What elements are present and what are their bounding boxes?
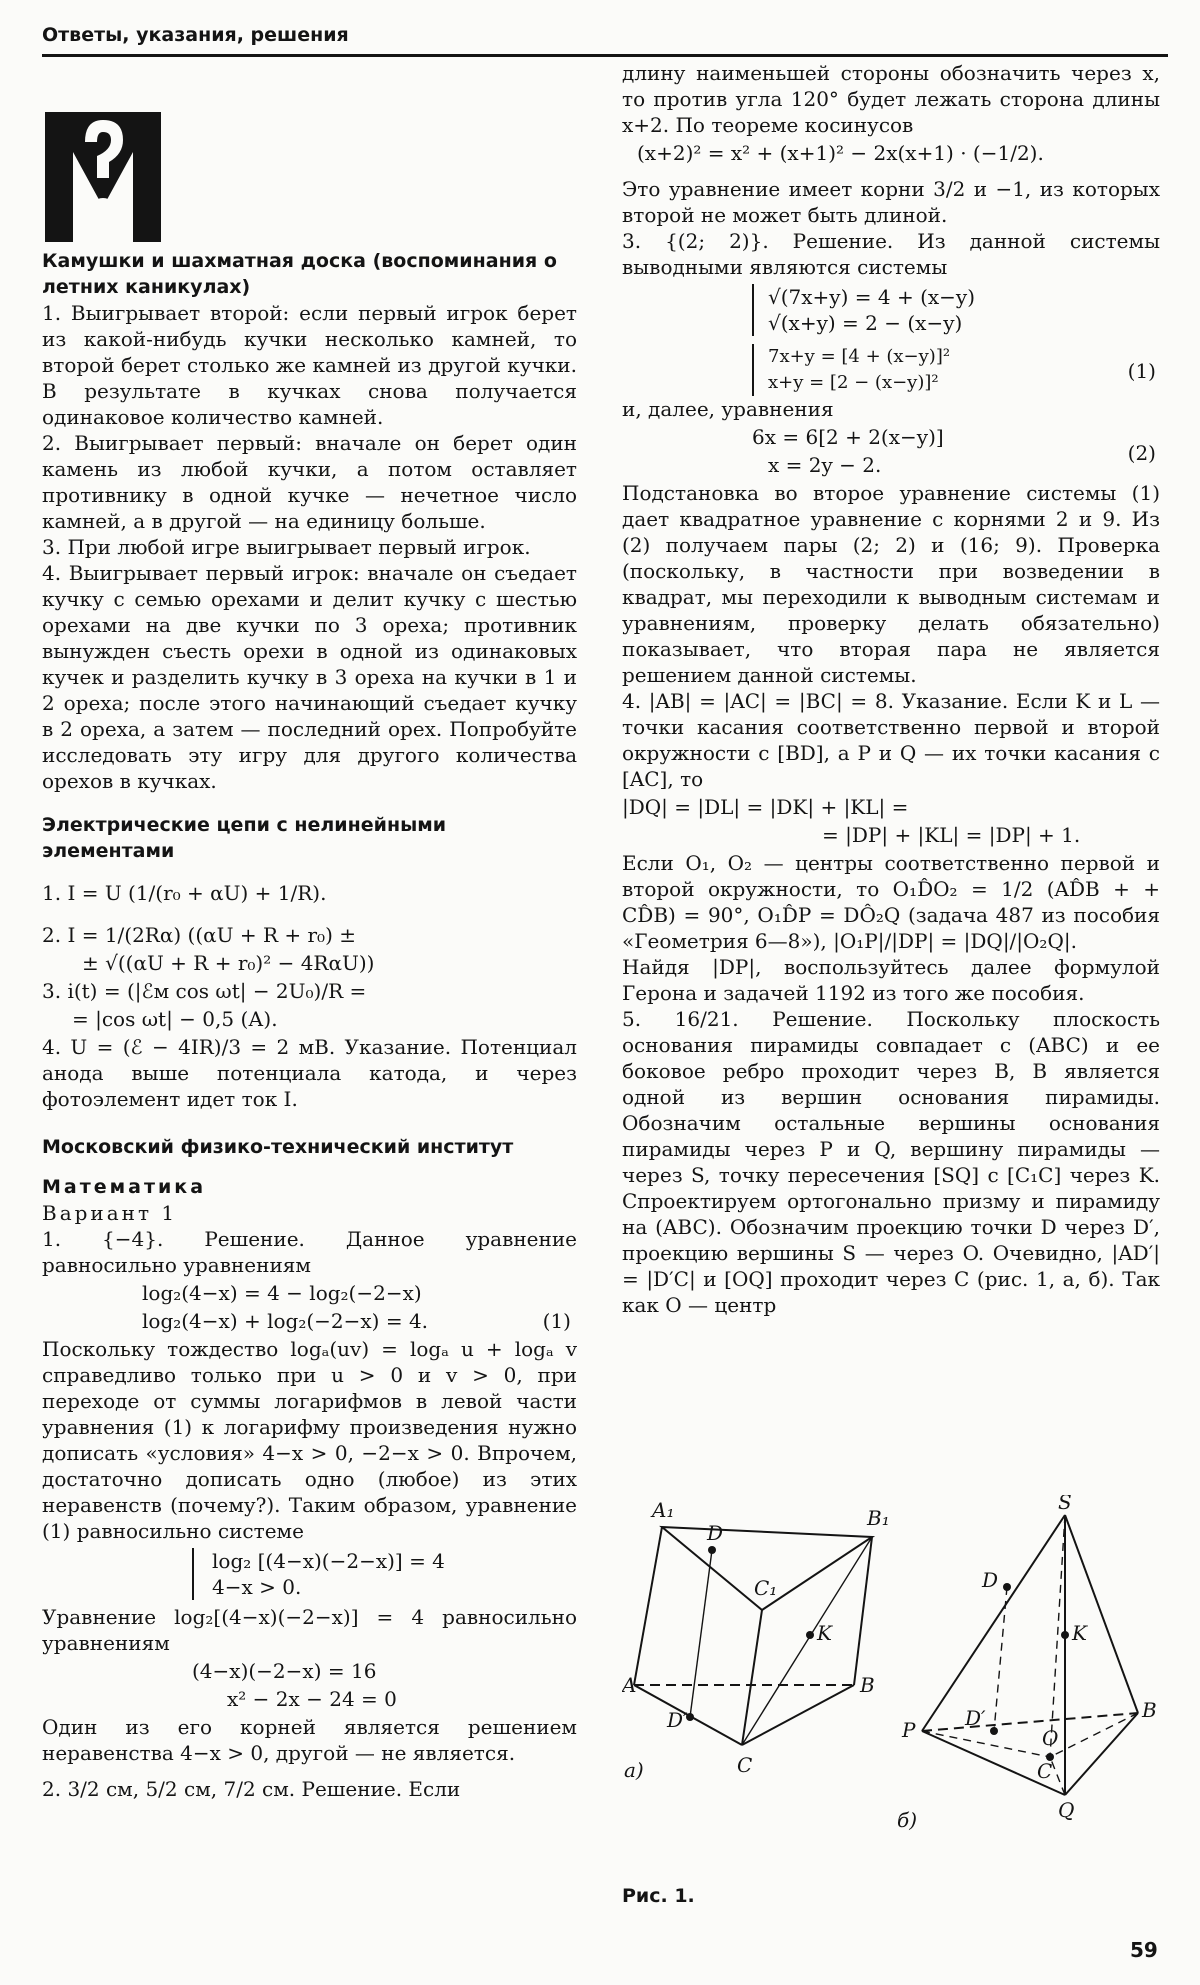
answer-paragraph: и, далее, уравнения <box>622 397 834 421</box>
equation-number: (2) <box>1127 441 1156 465</box>
answer-paragraph: Поскольку тождество logₐ(uv) = logₐ u + logₐ v справедливо только при u > 0 и v > 0, при переходе от суммы логарифмов в левой части уравнения (1) к логарифму произведения нужно дописать «условия» 4−x > 0, −2−x > 0. Впрочем, достаточно дописать одно (любое) из этих неравенств (почему?). Таким образом, уравнение (1) равносильно системе <box>42 1337 577 1543</box>
label-a1: A₁ <box>652 1498 675 1522</box>
label-k: K <box>817 1621 832 1645</box>
formula-line: x² − 2x − 24 = 0 <box>227 1687 397 1711</box>
label-a: A <box>622 1673 637 1697</box>
point-marker <box>1061 1631 1069 1639</box>
formula-line: 4−x > 0. <box>212 1575 302 1599</box>
formula-line: √(7x+y) = 4 + (x−y) <box>768 285 976 309</box>
prism-edge <box>742 1685 854 1745</box>
formula-line: x+y = [2 − (x−y)]² <box>768 372 939 393</box>
equation-block <box>622 424 1160 478</box>
section-title-circuits: Электрические цепи с нелинейными элементами <box>42 814 447 862</box>
answer-paragraph: 1. {−4}. Решение. Данное уравнение равносильно уравнениям <box>42 1227 577 1277</box>
page-number: 59 <box>1130 1938 1158 1962</box>
running-header: Ответы, указания, решения <box>42 24 349 46</box>
formula-line: 7x+y = [4 + (x−y)]² <box>768 346 951 367</box>
point-marker <box>990 1727 998 1735</box>
formula-line: = |cos ωt| − 0,5 (А). <box>72 1007 278 1031</box>
label-d: D <box>982 1568 999 1592</box>
subfigure-label-a: а) <box>624 1758 644 1782</box>
formula-line: √(x+y) = 2 − (x−y) <box>768 311 963 335</box>
label-p: P <box>902 1718 916 1742</box>
formula-line: 6x = 6[2 + 2(x−y)] <box>752 425 944 449</box>
answer-paragraph: Это уравнение имеет корни 3/2 и −1, из которых второй не может быть длиной. <box>622 177 1160 227</box>
figure-caption: Рис. 1. <box>622 1885 695 1907</box>
right-column <box>622 60 1160 1318</box>
equation-block <box>42 1280 577 1334</box>
subfigure-label-b: б) <box>897 1808 918 1832</box>
point-marker <box>708 1546 716 1554</box>
pyramid-edge <box>922 1515 1065 1731</box>
segment-dd <box>690 1550 712 1717</box>
label-c1: C₁ <box>754 1576 778 1600</box>
formula-line: = |DP| + |KL| = |DP| + 1. <box>822 823 1081 847</box>
equation-number: (1) <box>1127 359 1156 383</box>
label-d: D <box>707 1521 724 1545</box>
prism-edge <box>742 1610 762 1745</box>
segment-bc1 <box>742 1537 872 1745</box>
formula-line: (x+2)² = x² + (x+1)² − 2x(x+1) · (−1/2). <box>637 141 1044 165</box>
projection-line <box>1050 1713 1138 1757</box>
answer-paragraph: 3. {(2; 2)}. Решение. Из данной системы выводными являются системы <box>622 229 1160 279</box>
formula-line: (4−x)(−2−x) = 16 <box>192 1659 377 1683</box>
point-marker <box>806 1631 814 1639</box>
equation-number: (1) <box>542 1309 571 1333</box>
answer-paragraph: Один из его корней является решением неравенства 4−x > 0, другой — не является. <box>42 1715 577 1765</box>
section-title-pebbles: Камушки и шахматная доска (воспоминания о летних каникулах) <box>42 250 557 298</box>
pyramid-hidden-edge <box>922 1713 1138 1731</box>
left-column <box>42 60 577 1802</box>
figure-1 <box>622 1495 1162 1875</box>
label-c: C <box>737 1753 753 1777</box>
answer-paragraph: длину наименьшей стороны обозначить через x, то против угла 120° будет лежать сторона длины x+2. По теореме косинусов <box>622 61 1160 137</box>
answer-paragraph: Подстановка во второе уравнение системы (1) дает квадратное уравнение с корнями 2 и 9. Из (2) получаем пары (2; 2) и (16; 9). Проверка (поскольку, в частности при возведении в квадрат, мы переходили к выводным системам и уравнениям, проверку делать обязательно) показывает, что вторая пара не является решением данной системы. <box>622 481 1160 687</box>
answer-paragraph: 3. При любой игре выигрывает первый игрок. <box>42 535 531 559</box>
system-block <box>622 344 1160 396</box>
variant-label: Вариант 1 <box>42 1201 178 1225</box>
formula-line: |DQ| = |DL| = |DK| + |KL| = <box>622 795 909 819</box>
label-b: B <box>860 1673 875 1697</box>
label-b1: B₁ <box>867 1506 890 1530</box>
formula-line: log₂(4−x) + log₂(−2−x) = 4. <box>142 1309 429 1333</box>
formula-line: log₂ [(4−x)(−2−x)] = 4 <box>212 1549 445 1573</box>
formula-line: x = 2y − 2. <box>768 453 882 477</box>
answer-paragraph: 2. Выигрывает первый: вначале он берет один камень из любой кучки, а потом оставляет противнику в одной кучке — нечетное число камней, а в другой — на единицу больше. <box>42 431 577 533</box>
label-k: K <box>1072 1621 1087 1645</box>
answer-paragraph: Уравнение log₂[(4−x)(−2−x)] = 4 равносильно уравнениям <box>42 1605 577 1655</box>
answer-paragraph: Если O₁, O₂ — центры соответственно первой и второй окружности, то O₁D̂O₂ = 1/2 (AD̂B + + CD̂B) = 90°, O₁D̂P = DÔ₂Q (задача 487 из пособия «Геометрия 6—8»), |O₁P|/|DP| = |DQ|/|O₂Q|. <box>622 851 1160 953</box>
projection-line <box>922 1731 1050 1757</box>
point-marker <box>1003 1583 1011 1591</box>
label-b: B <box>1142 1698 1157 1722</box>
prism-edge <box>854 1537 872 1685</box>
system-block <box>192 1548 577 1600</box>
formula-line: log₂(4−x) = 4 − log₂(−2−x) <box>142 1281 422 1305</box>
label-q: Q <box>1058 1798 1075 1822</box>
answer-paragraph: 4. U = (ℰ − 4IR)/3 = 2 мВ. Указание. Потенциал анода выше потенциала катода, и через фотоэлемент идет ток I. <box>42 1035 577 1111</box>
answer-paragraph: 1. Выигрывает второй: если первый игрок берет из какой-нибудь кучки несколько камней, то второй берет столько же камней из другой кучки. В результате в кучках снова получается одинаковое количество камней. <box>42 301 577 429</box>
header-rule <box>42 54 1168 57</box>
label-c: C <box>1037 1759 1053 1783</box>
answer-paragraph: 2. 3/2 см, 5/2 см, 7/2 см. Решение. Если <box>42 1777 461 1801</box>
system-block <box>752 284 1160 336</box>
label-dprime: D′ <box>965 1706 986 1730</box>
formula-line: 2. I = 1/(2Rα) ((αU + R + r₀) ± <box>42 923 356 947</box>
answer-paragraph: 5. 16/21. Решение. Поскольку плоскость основания пирамиды совпадает с (ABC) и ее боковое ребро проходит через B, B является одной из вершин основания пирамиды. Обозначим остальные вершины основания пирамиды через P и Q, вершину пирамиды — через S, точку пересечения [SQ] с [C₁C] через K. Спроектируем ортогонально призму и пирамиду на (ABC). Обозначим проекцию точки D через D′, проекцию вершины S — через O. Очевидно, |AD′| = |D′C| и [OQ] проходит через C (рис. 1, а, б). Так как O — центр <box>622 1007 1160 1317</box>
answer-paragraph: 4. Выигрывает первый игрок: вначале он съедает кучку с семью орехами и делит кучку с шестью орехами на две кучки по 3 ореха; противник вынужден съесть орехи в одной из одинаковых кучек и разделить кучку в 3 ореха на кучки в 1 и 2 ореха; после этого начинающий съедает кучку в 2 ореха, а затем — последний орех. Попробуйте исследовать эту игру для другого количества орехов в кучках. <box>42 561 577 793</box>
section-title-mipt: Московский физико-технический институт <box>42 1136 514 1158</box>
label-dprime: D′ <box>667 1708 688 1732</box>
pyramid-edge <box>1065 1515 1138 1713</box>
prism-edge <box>634 1527 662 1685</box>
formula-line: 3. i(t) = (|ℰм cos ωt| − 2U₀)/R = <box>42 979 367 1003</box>
pyramid-edge <box>1065 1713 1138 1795</box>
answer-paragraph: Найдя |DP|, воспользуйтесь далее формулой Герона и задачей 1192 из того же пособия. <box>622 955 1160 1005</box>
formula-line: ± √((αU + R + r₀)² − 4RαU)) <box>82 951 375 975</box>
projection-line <box>994 1587 1007 1731</box>
label-s: S <box>1058 1495 1072 1514</box>
label-o: O <box>1042 1726 1059 1750</box>
answer-paragraph: 4. |AB| = |AC| = |BC| = 8. Указание. Если K и L — точки касания соответственно первой и второй окружности с [BD], а P и Q — их точки касания с [AC], то <box>622 689 1160 791</box>
subsection-title: Математика <box>42 1176 207 1198</box>
formula-line: 1. I = U (1/(r₀ + αU) + 1/R). <box>42 881 327 905</box>
